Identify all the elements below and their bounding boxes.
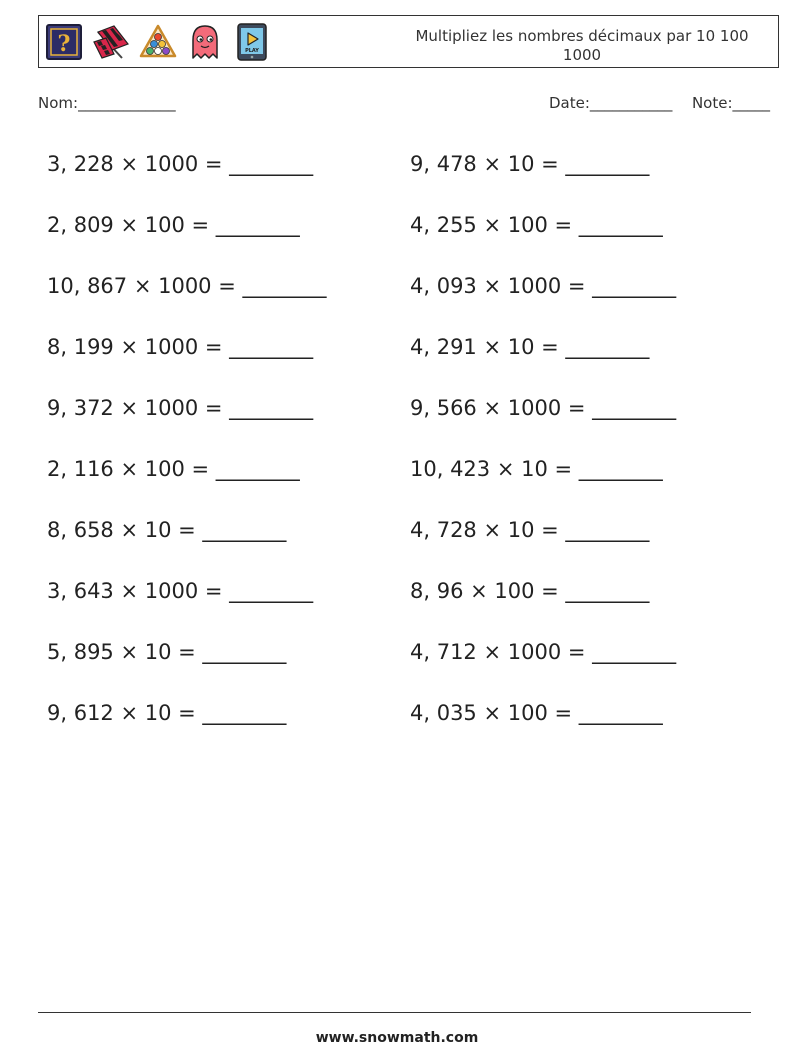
problem-item: 8, 96 × 100 = ________ — [410, 579, 650, 603]
play-tablet-icon — [233, 22, 271, 62]
name-label: Nom: — [38, 94, 79, 112]
problem-item: 9, 566 × 1000 = ________ — [410, 396, 677, 420]
footer-site: www.snowmath.com — [315, 1030, 479, 1046]
problem-row — [47, 571, 767, 632]
problem-item: 3, 228 × 1000 = ________ — [47, 152, 314, 176]
problem-item: 10, 867 × 1000 = ________ — [47, 274, 327, 298]
question-box-icon — [45, 22, 83, 62]
problem-item: 9, 478 × 10 = ________ — [410, 152, 650, 176]
problem-item: 4, 255 × 100 = ________ — [410, 213, 663, 237]
ghost-icon — [186, 22, 224, 62]
worksheet-header — [38, 15, 779, 68]
problem-item: 8, 658 × 10 = ________ — [47, 518, 287, 542]
date-label: Date: — [548, 94, 590, 112]
footer-divider — [38, 1012, 751, 1013]
date-note-fields — [549, 94, 770, 112]
problem-item: 4, 712 × 1000 = ________ — [410, 640, 677, 664]
problem-item: 3, 643 × 1000 = ________ — [47, 579, 314, 603]
problem-item: 4, 728 × 10 = ________ — [410, 518, 650, 542]
problem-row — [47, 388, 767, 449]
problem-row — [47, 693, 767, 754]
problem-item: 4, 291 × 10 = ________ — [410, 335, 650, 359]
problem-row — [47, 266, 767, 327]
racing-flag-icon — [92, 22, 130, 62]
date-blank: ___________ — [589, 94, 673, 112]
problem-item: 9, 372 × 1000 = ________ — [47, 396, 314, 420]
problem-item: 8, 199 × 1000 = ________ — [47, 335, 314, 359]
problem-item: 2, 809 × 100 = ________ — [47, 213, 300, 237]
problem-grid — [47, 144, 767, 754]
problem-item: 4, 035 × 100 = ________ — [410, 701, 663, 725]
note-blank: _____ — [732, 94, 770, 112]
problem-row — [47, 327, 767, 388]
name-field — [38, 94, 176, 112]
problem-row — [47, 632, 767, 693]
worksheet-title: Multipliez les nombres décimaux par 10 100 1000 — [415, 27, 749, 64]
svg-text:?: ? — [57, 31, 71, 57]
problem-item: 2, 116 × 100 = ________ — [47, 457, 300, 481]
problem-row — [47, 144, 767, 205]
billiard-balls-icon — [139, 22, 177, 62]
problem-item: 4, 093 × 1000 = ________ — [410, 274, 677, 298]
svg-text:PLAY: PLAY — [245, 48, 259, 54]
problem-row — [47, 510, 767, 571]
problem-item: 9, 612 × 10 = ________ — [47, 701, 287, 725]
note-label: Note: — [691, 94, 733, 112]
header-icons — [45, 22, 271, 62]
problem-row — [47, 205, 767, 266]
problem-item: 5, 895 × 10 = ________ — [47, 640, 287, 664]
problem-item: 10, 423 × 10 = ________ — [410, 457, 663, 481]
problem-row — [47, 449, 767, 510]
name-blank: _____________ — [78, 94, 176, 112]
